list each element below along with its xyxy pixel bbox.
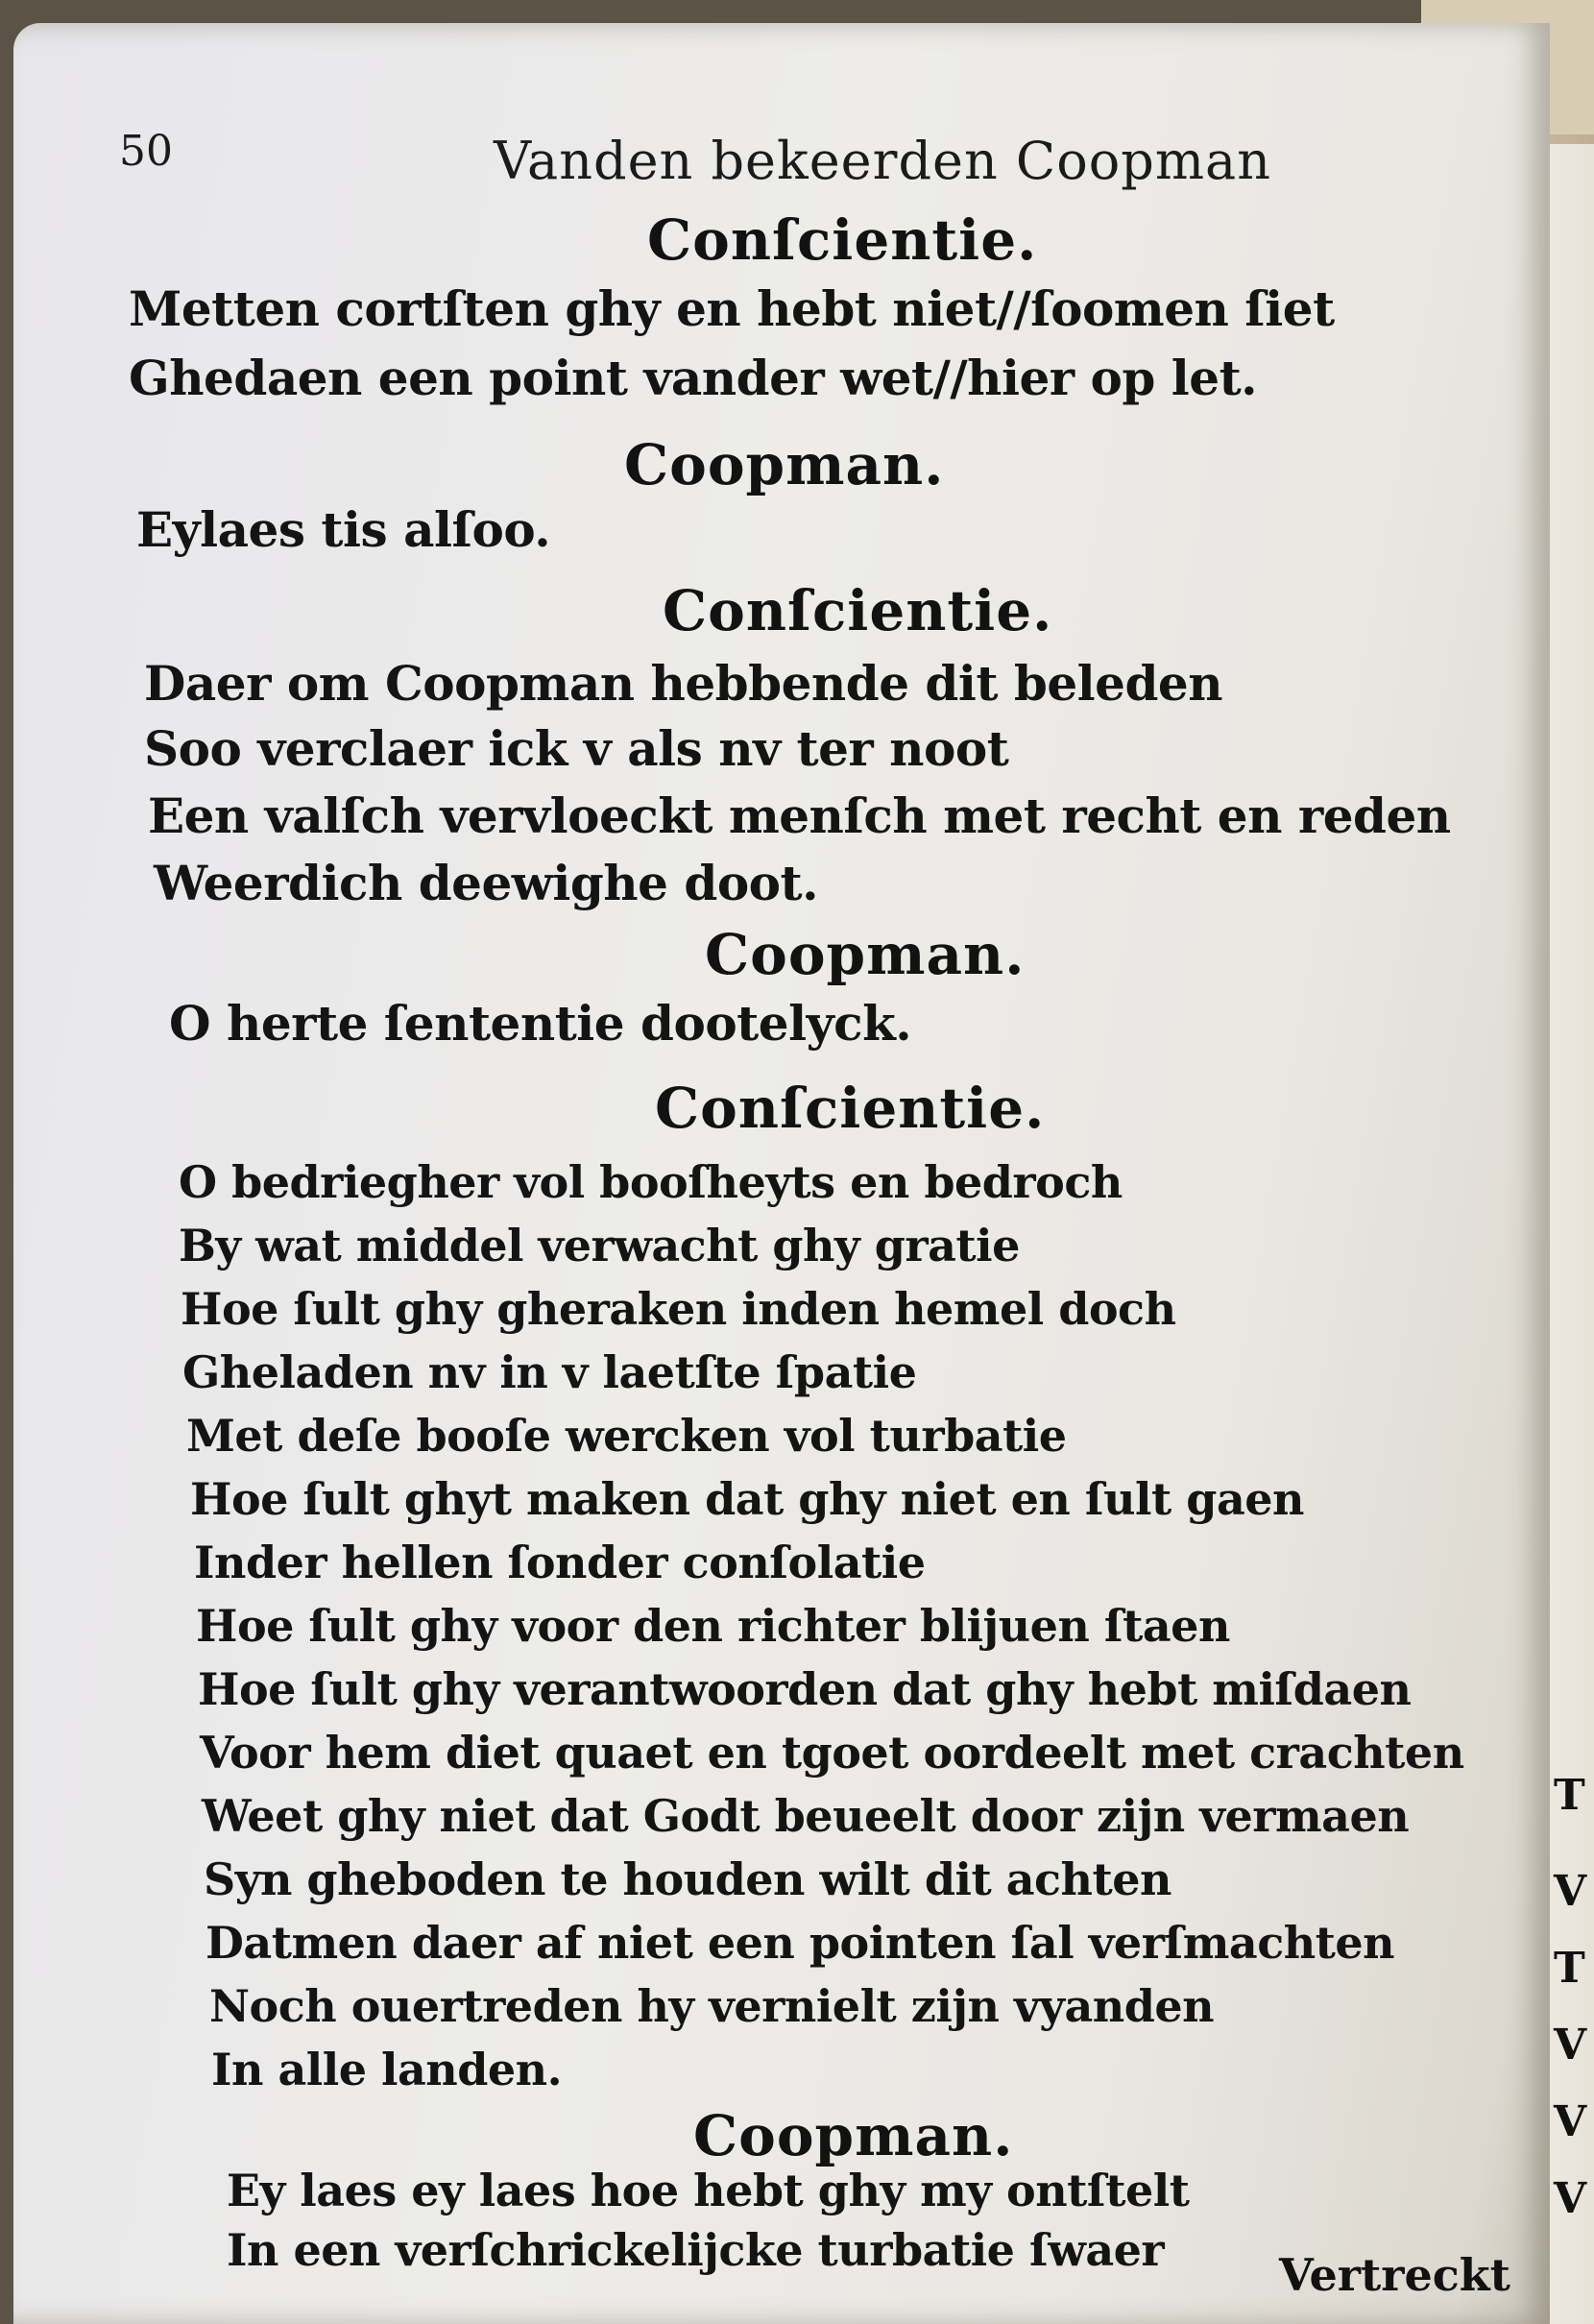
facing-page-letter: V [1554, 2174, 1587, 2223]
verse-line: Een valſch vervloeckt menſch met recht en reden [148, 787, 1451, 844]
facing-page-letter: V [1554, 1867, 1587, 1916]
verse-line: Ey laes ey laes hoe hebt ghy my ontſtelt [227, 2165, 1190, 2216]
verse-line: O herte ſententie dootelyck. [169, 995, 912, 1052]
verse-line: Met deſe booſe wercken vol turbatie [186, 1410, 1067, 1462]
facing-page-letter: T [1554, 1944, 1585, 1993]
verse-line: Soo verclaer ick v als nv ter noot [144, 720, 1009, 777]
verse-line: Metten cortſten ghy en hebt niet//ſoomen ſiet [129, 280, 1335, 337]
verse-line: Daer om Coopman hebbende dit beleden [144, 655, 1223, 712]
verse-line: Hoe ſult ghy verantwoorden dat ghy hebt miſdaen [198, 1663, 1412, 1715]
verse-line: Hoe ſult ghy gheraken inden hemel doch [181, 1283, 1176, 1335]
speaker-heading: Conſcientie. [655, 1076, 1046, 1141]
verse-line: O bedriegher vol booſheyts en bedroch [179, 1156, 1123, 1208]
verse-line: Eylaes tis alſoo. [136, 501, 551, 558]
catchword: Vertreckt [1279, 2249, 1510, 2301]
verse-line: Hoe ſult ghy voor den richter blijuen ſtaen [196, 1600, 1230, 1652]
verse-line: Datmen daer af niet een pointen ſal verſmachten [205, 1917, 1395, 1969]
facing-page-letter: V [1554, 2097, 1587, 2146]
verse-line: Hoe ſult ghyt maken dat ghy niet en ſult gaen [190, 1473, 1304, 1525]
verse-line: Gheladen nv in v laetſte ſpatie [182, 1346, 917, 1398]
verse-line: Syn gheboden te houden wilt dit achten [204, 1853, 1171, 1905]
verse-line: Voor hem diet quaet en tgoet oordeelt met crachten [200, 1727, 1464, 1779]
verse-line: By wat middel verwacht ghy gratie [179, 1220, 1020, 1271]
page-number: 50 [119, 127, 173, 176]
verse-line: In alle landen. [211, 2044, 563, 2095]
verse-line: Inder hellen ſonder conſolatie [194, 1537, 926, 1588]
verse-line: In een verſchrickelijcke turbatie ſwaer [227, 2224, 1165, 2276]
book-page [13, 23, 1550, 2324]
speaker-heading: Coopman. [693, 2103, 1014, 2168]
speaker-heading: Coopman. [705, 922, 1026, 987]
speaker-heading: Conſcientie. [647, 207, 1038, 273]
verse-line: Weet ghy niet dat Godt beueelt door zijn vermaen [202, 1790, 1410, 1842]
facing-page-letter: T [1554, 1771, 1585, 1820]
verse-line: Weerdich deewighe doot. [154, 855, 819, 911]
verse-line: Noch ouertreden hy vernielt zijn vyanden [209, 1980, 1215, 2032]
speaker-heading: Coopman. [624, 432, 945, 497]
running-head: Vanden bekeerden Coopman [494, 131, 1272, 191]
speaker-heading: Conſcientie. [663, 578, 1053, 643]
facing-page-letter: V [1554, 2021, 1587, 2070]
page-body [13, 23, 1550, 2324]
verse-line: Ghedaen een point vander wet//hier op let. [129, 350, 1258, 406]
